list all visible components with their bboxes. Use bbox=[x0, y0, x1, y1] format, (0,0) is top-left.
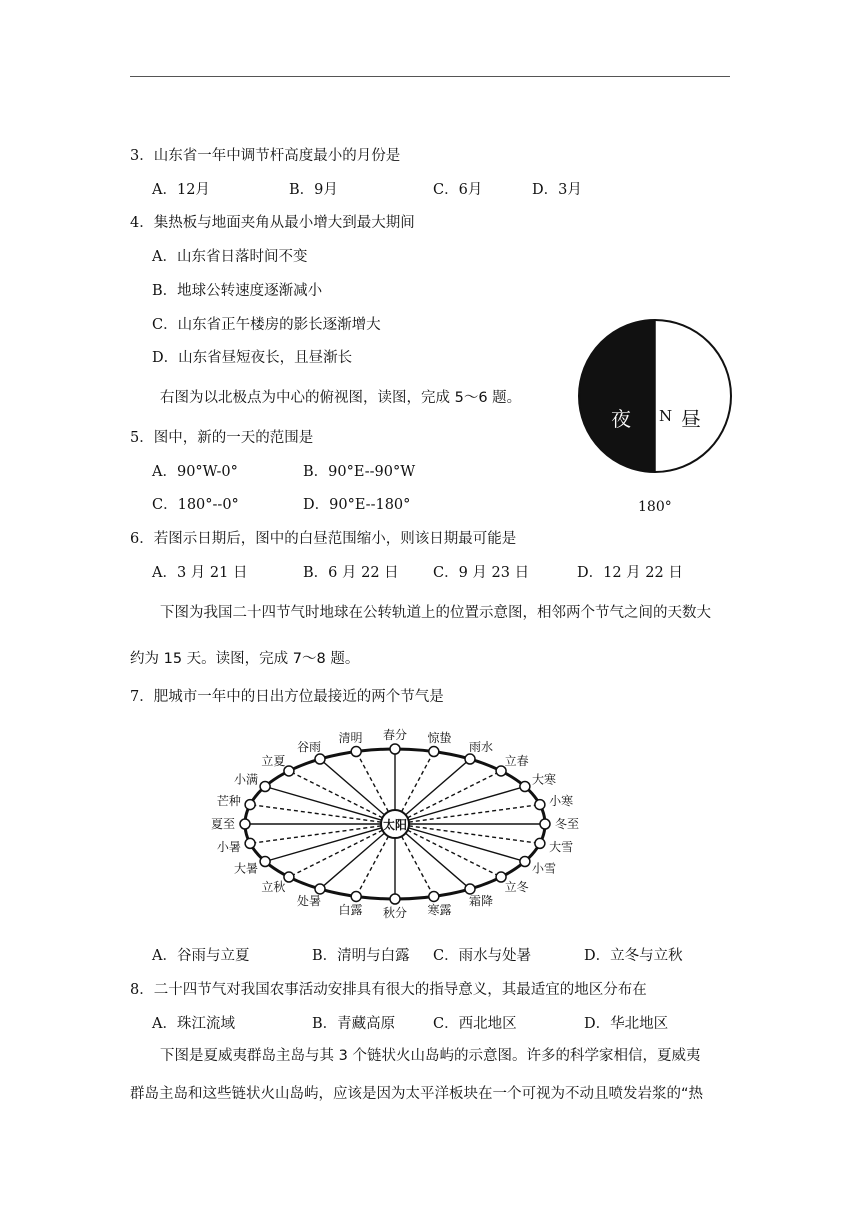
q3-option-b: B．9月 bbox=[289, 182, 338, 198]
solar-term-label: 惊蛰 bbox=[427, 731, 452, 746]
solar-term-label: 大雪 bbox=[549, 840, 574, 855]
earth-position-dot bbox=[260, 782, 270, 792]
solar-term-label: 清明 bbox=[338, 731, 363, 746]
solar-term-label: 夏至 bbox=[210, 817, 236, 831]
q8-option-a: A．珠江流域 bbox=[152, 1016, 235, 1032]
header-rule bbox=[130, 76, 730, 77]
solar-term-label: 大寒 bbox=[531, 772, 556, 787]
solar-terms-orbit-figure bbox=[200, 716, 590, 928]
q8-stem: 8．二十四节气对我国农事活动安排具有很大的指导意义，其最适宜的地区分布在 bbox=[130, 982, 647, 998]
solar-term-label: 立秋 bbox=[261, 879, 286, 894]
q7-option-d: D．立冬与立秋 bbox=[584, 948, 683, 964]
intro-9-line2: 群岛主岛和这些链状火山岛屿，应该是因为太平洋板块在一个可视为不动且喷发岩浆的“热 bbox=[130, 1086, 704, 1102]
q8-option-d: D．华北地区 bbox=[584, 1016, 669, 1032]
solar-term-label: 谷雨 bbox=[296, 739, 322, 754]
earth-position-dot bbox=[245, 838, 255, 848]
earth-position-dot bbox=[315, 884, 325, 894]
solar-term-label: 立夏 bbox=[261, 754, 286, 769]
earth-position-dot bbox=[284, 766, 294, 776]
solar-term-label: 小寒 bbox=[549, 793, 574, 808]
earth-position-dot bbox=[245, 800, 255, 810]
earth-position-dot bbox=[351, 747, 361, 757]
solar-term-label: 春分 bbox=[382, 728, 408, 742]
sun-label: 太阳 bbox=[382, 818, 408, 832]
earth-position-dot bbox=[240, 819, 250, 829]
earth-position-dot bbox=[284, 872, 294, 882]
solar-term-label: 小满 bbox=[234, 772, 259, 787]
q4-stem: 4．集热板与地面夹角从最小增大到最大期间 bbox=[130, 215, 415, 231]
q3-option-c: C．6月 bbox=[433, 182, 483, 198]
q8-option-c: C．西北地区 bbox=[433, 1016, 517, 1032]
earth-position-dot bbox=[465, 884, 475, 894]
solar-term-label: 立冬 bbox=[504, 879, 529, 894]
solar-term-label: 白露 bbox=[338, 902, 363, 917]
q3-option-d: D．3月 bbox=[532, 182, 582, 198]
solar-term-label: 芒种 bbox=[216, 793, 241, 808]
intro-9-line1: 下图是夏威夷群岛主岛与其 3 个链状火山岛屿的示意图。许多的科学家相信，夏威夷 bbox=[160, 1048, 701, 1064]
q4-option-c: C．山东省正午楼房的影长逐渐增大 bbox=[152, 317, 381, 333]
earth-position-dot bbox=[390, 894, 400, 904]
intro-7-8-line1: 下图为我国二十四节气时地球在公转轨道上的位置示意图，相邻两个节气之间的天数大 bbox=[160, 605, 711, 621]
earth-position-dot bbox=[351, 891, 361, 901]
q6-stem: 6．若图示日期后，图中的白昼范围缩小，则该日期最可能是 bbox=[130, 531, 517, 547]
solar-term-label: 立春 bbox=[504, 754, 529, 769]
q7-option-b: B．清明与白露 bbox=[312, 948, 410, 964]
solar-term-label: 霜降 bbox=[468, 894, 494, 909]
solar-term-label: 秋分 bbox=[382, 906, 408, 920]
term-spoke bbox=[250, 805, 395, 824]
q6-option-a: A．3 月 21 日 bbox=[152, 565, 248, 581]
earth-position-dot bbox=[429, 891, 439, 901]
earth-position-dot bbox=[465, 754, 475, 764]
earth-position-dot bbox=[260, 857, 270, 867]
q7-option-a: A．谷雨与立夏 bbox=[152, 948, 250, 964]
solar-term-label: 大暑 bbox=[234, 861, 259, 876]
q6-option-d: D．12 月 22 日 bbox=[577, 565, 683, 581]
earth-position-dot bbox=[520, 857, 530, 867]
earth-position-dot bbox=[535, 838, 545, 848]
q3-option-a: A．12月 bbox=[152, 182, 210, 198]
intro-5-6: 右图为以北极点为中心的俯视图，读图，完成 5～6 题。 bbox=[160, 390, 522, 406]
q5-option-c: C．180°--0° bbox=[152, 497, 239, 513]
earth-position-dot bbox=[535, 800, 545, 810]
earth-position-dot bbox=[429, 747, 439, 757]
q4-option-d: D．山东省昼短夜长，且昼渐长 bbox=[152, 350, 353, 366]
solar-term-label: 小暑 bbox=[216, 840, 241, 855]
q4-option-b: B．地球公转速度逐渐减小 bbox=[152, 283, 323, 299]
polar-view-figure bbox=[575, 316, 745, 516]
meridian-180-label: 180° bbox=[638, 499, 672, 515]
q5-option-d: D．90°E--180° bbox=[303, 497, 411, 513]
earth-position-dot bbox=[315, 754, 325, 764]
q7-stem: 7．肥城市一年中的日出方位最接近的两个节气是 bbox=[130, 689, 444, 705]
solar-term-label: 处暑 bbox=[296, 894, 322, 909]
q5-option-a: A．90°W-0° bbox=[152, 464, 238, 480]
earth-position-dot bbox=[390, 744, 400, 754]
q6-option-c: C．9 月 23 日 bbox=[433, 565, 530, 581]
solar-term-label: 寒露 bbox=[427, 902, 452, 917]
q8-option-b: B．青藏高原 bbox=[312, 1016, 396, 1032]
earth-position-dot bbox=[520, 782, 530, 792]
q4-option-a: A．山东省日落时间不变 bbox=[152, 249, 308, 265]
term-spoke bbox=[395, 805, 540, 824]
solar-term-label: 冬至 bbox=[554, 817, 580, 831]
intro-7-8-line2: 约为 15 天。读图，完成 7～8 题。 bbox=[130, 651, 360, 667]
q5-option-b: B．90°E--90°W bbox=[303, 464, 416, 480]
term-spoke bbox=[250, 824, 395, 843]
term-spoke bbox=[395, 824, 540, 843]
earth-position-dot bbox=[540, 819, 550, 829]
q7-option-c: C．雨水与处暑 bbox=[433, 948, 532, 964]
q3-stem: 3．山东省一年中调节杆高度最小的月份是 bbox=[130, 148, 401, 164]
q6-option-b: B．6 月 22 日 bbox=[303, 565, 399, 581]
q5-stem: 5．图中，新的一天的范围是 bbox=[130, 430, 314, 446]
pole-label: N bbox=[659, 407, 673, 425]
day-label: 昼 bbox=[681, 407, 701, 431]
solar-term-label: 雨水 bbox=[468, 739, 494, 754]
solar-term-label: 小雪 bbox=[531, 861, 556, 876]
night-label: 夜 bbox=[611, 407, 631, 431]
